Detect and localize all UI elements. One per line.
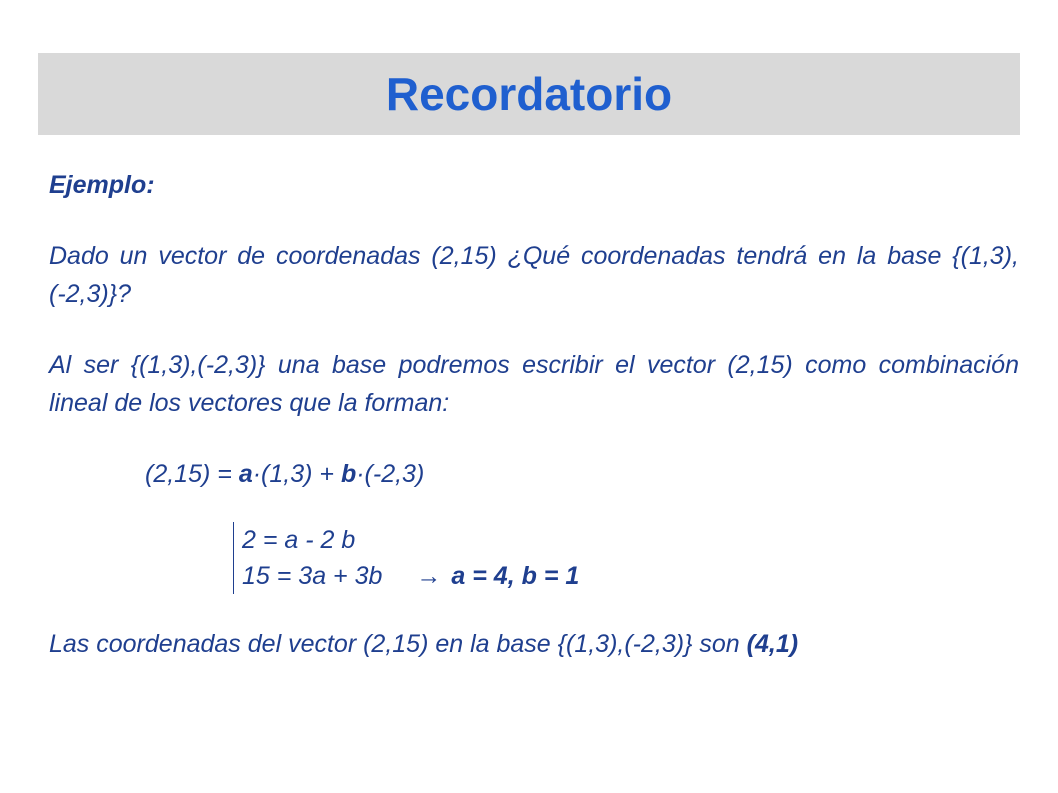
system-result: a = 4, b = 1 [451,562,580,590]
conclusion-text: Las coordenadas del vector (2,15) en la base {(1,3),(-2,3)} son [49,630,747,658]
linear-combination-equation [145,455,1019,493]
conclusion-paragraph [49,625,1019,663]
slide-title: Recordatorio [385,68,673,120]
question-paragraph: Dado un vector de coordenadas (2,15) ¿Qué coordenadas tendrá en la base {(1,3),(-2,3)}? [49,242,1019,308]
example-label: Ejemplo: [49,171,155,199]
equation-system [233,522,1019,594]
system-line-2: 15 = 3a + 3b [242,562,383,590]
system-line-1: 2 = a - 2 b [242,526,356,554]
coefficient-a: a [238,460,253,488]
equation-term-1: ·(1,3) + [252,460,341,488]
explanation-paragraph: Al ser {(1,3),(-2,3)} una base podremos escribir el vector (2,15) como combinación lineal de los vectores que la forman: [49,351,1019,417]
coefficient-b: b [340,460,357,488]
title-bar [38,53,1020,135]
equation-term-2: ·(-2,3) [356,460,425,488]
right-arrow-icon: → [416,562,442,590]
equation-lhs: (2,15) = [145,460,239,488]
conclusion-answer: (4,1) [746,630,799,658]
slide-content [49,166,1019,663]
system-line-2-row [242,558,1019,594]
